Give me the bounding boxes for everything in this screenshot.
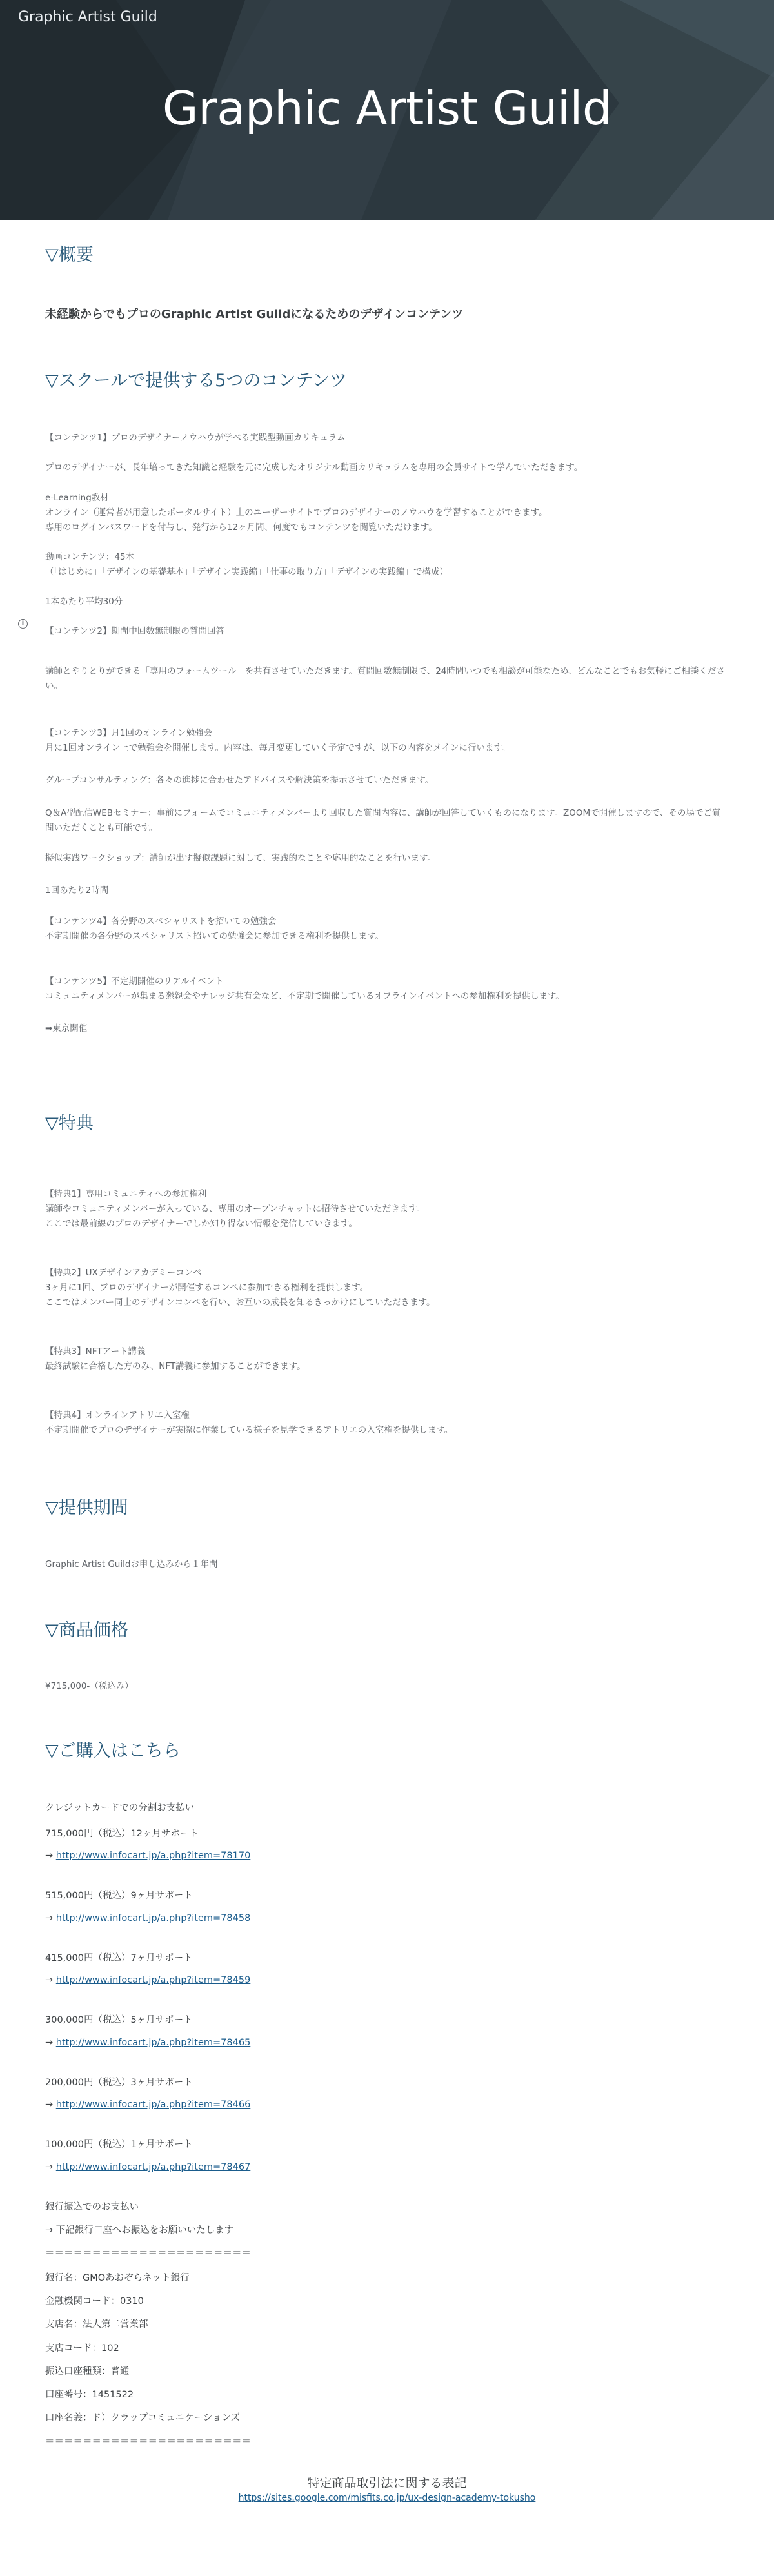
contents-line: オンライン（運営者が用意したポータルサイト）上のユーザーサイトでプロのデザイナーのノウハウを学習することができます。 xyxy=(45,507,548,518)
plan-link-row xyxy=(45,2038,250,2048)
contents-line: 【コンテンツ1】プロのデザイナーノウハウが学べる実践型動画カリキュラム xyxy=(45,433,346,443)
contents-line: 動画コンテンツ：45本 xyxy=(45,552,135,562)
plan-link-row xyxy=(45,2099,250,2110)
bank-note: → 下記銀行口座へお振込をお願いいたします xyxy=(45,2225,234,2236)
plan-label: 200,000円（税込）3ヶ月サポート xyxy=(45,2078,193,2088)
footer-link[interactable]: https://sites.google.com/misfits.co.jp/ux-design-academy-tokusho xyxy=(238,2493,536,2503)
arrow: → xyxy=(45,1851,54,1861)
contents-line: コミュニティメンバーが集まる懇親会やナレッジ共有会など、不定期で開催しているオフラインイベントへの参加権利を提供します。 xyxy=(45,991,564,1001)
contents-line: 1本あたり平均30分 xyxy=(45,596,123,607)
period-text: Graphic Artist Guildお申し込みから１年間 xyxy=(45,1559,218,1569)
divider: ＝＝＝＝＝＝＝＝＝＝＝＝＝＝＝＝＝＝＝＝＝＝ xyxy=(45,2437,251,2447)
bank-line: 振込口座種類：普通 xyxy=(45,2366,130,2377)
contents-line: 【コンテンツ3】月1回のオンライン勉強会 xyxy=(45,728,213,738)
contents-line: 擬似実践ワークショップ：講師が出す擬似課題に対して、実践的なことや応用的なことを行います。 xyxy=(45,853,436,863)
heading-overview: ▽概要 xyxy=(45,245,94,265)
contents-line: 講師とやりとりができる「専用のフォームツール」を共有させていただきます。質問回数無制限で、24時間いつでも相談が可能なため、どんなことでもお気軽にご相談ください。 xyxy=(45,666,725,691)
plan-link-row xyxy=(45,1975,250,1985)
banner-title: Graphic Artist Guild xyxy=(162,81,612,135)
benefits-line: 3ヶ月に1回、プロのデザイナーが開催するコンペに参加できる権利を提供します。 xyxy=(45,1283,369,1293)
plan-label: 100,000円（税込）1ヶ月サポート xyxy=(45,2139,193,2150)
contents-line: 1回あたり2時間 xyxy=(45,885,109,896)
benefits-line: 【特典4】オンラインアトリエ入室権 xyxy=(45,1410,190,1421)
benefits-line: 【特典3】NFTアート講義 xyxy=(45,1346,146,1357)
contents-line: 【コンテンツ4】各分野のスペシャリストを招いての勉強会 xyxy=(45,916,277,927)
header-banner xyxy=(0,0,774,220)
overview-lead: 未経験からでもプロのGraphic Artist Guildになるためのデザインコンテンツ xyxy=(45,308,464,321)
bank-line: 支店コード：102 xyxy=(45,2343,119,2354)
arrow: → xyxy=(45,1975,54,1985)
benefits-line: ここでは最前線のプロのデザイナーでしか知り得ない情報を発信していきます。 xyxy=(45,1219,357,1229)
bank-line: 口座名義：ド）クラップコミュニケーションズ xyxy=(45,2413,241,2423)
divider: ＝＝＝＝＝＝＝＝＝＝＝＝＝＝＝＝＝＝＝＝＝＝ xyxy=(45,2248,251,2259)
plan-label: 300,000円（税込）5ヶ月サポート xyxy=(45,2015,193,2025)
plan-link[interactable]: http://www.infocart.jp/a.php?item=78467 xyxy=(55,2162,251,2172)
arrow: → xyxy=(45,1913,54,1923)
heading-purchase: ▽ご購入はこちら xyxy=(45,1741,181,1761)
heading-contents: ▽スクールで提供する5つのコンテンツ xyxy=(45,371,348,391)
arrow: → xyxy=(45,2162,54,2172)
contents-line: 不定期開催の各分野のスペシャリスト招いての勉強会に参加できる権利を提供します。 xyxy=(45,931,384,941)
plan-link[interactable]: http://www.infocart.jp/a.php?item=78465 xyxy=(55,2038,251,2048)
benefits-line: 【特典2】UXデザインアカデミーコンペ xyxy=(45,1268,202,1278)
plan-link[interactable]: http://www.infocart.jp/a.php?item=78458 xyxy=(55,1913,251,1923)
benefits-line: 講師やコミュニティメンバーが入っている、専用のオープンチャットに招待させていただきます。 xyxy=(45,1204,426,1214)
contents-line: 【コンテンツ5】不定期開催のリアルイベント xyxy=(45,976,224,987)
site-name[interactable]: Graphic Artist Guild xyxy=(18,9,157,25)
benefits-line: 不定期開催でプロのデザイナーが実際に作業している様子を見学できるアトリエの入室権を提供します。 xyxy=(45,1425,453,1435)
contents-line: プロのデザイナーが、長年培ってきた知識と経験を元に完成したオリジナル動画カリキュラムを専用の会員サイトで学んでいただきます。 xyxy=(45,462,583,473)
plan-link-row xyxy=(45,1851,250,1861)
heading-benefits: ▽特典 xyxy=(45,1114,94,1134)
arrow: → xyxy=(45,2038,54,2048)
bank-payment-title: 銀行振込でのお支払い xyxy=(45,2202,139,2212)
heading-price: ▽商品価格 xyxy=(45,1620,128,1640)
contents-line: 専用のログインパスワードを付与し、発行から12ヶ月間、何度でもコンテンツを閲覧いただけます。 xyxy=(45,522,437,533)
contents-line: 【コンテンツ2】期間中回数無制限の質問回答 xyxy=(45,626,224,636)
info-icon[interactable]: i xyxy=(18,619,28,629)
contents-line: グループコンサルティング：各々の進捗に合わせたアドバイスや解決策を提示させていただきます。 xyxy=(45,775,434,785)
contents-line: e-Learning教材 xyxy=(45,493,109,503)
plan-label: 515,000円（税込）9ヶ月サポート xyxy=(45,1891,193,1901)
plan-link-row xyxy=(45,2162,250,2172)
plan-link[interactable]: http://www.infocart.jp/a.php?item=78170 xyxy=(55,1851,251,1861)
benefits-line: 最終試験に合格した方のみ、NFT講義に参加することができます。 xyxy=(45,1361,306,1372)
bank-line: 支店名：法人第二営業部 xyxy=(45,2319,148,2330)
plan-link-row xyxy=(45,1913,250,1923)
bank-line: 金融機関コード：0310 xyxy=(45,2296,144,2306)
bank-line: 銀行名：GMOあおぞらネット銀行 xyxy=(45,2273,190,2283)
contents-line: （「はじめに」「デザインの基礎基本」「デザイン実践編」「仕事の取り方」「デザインの実践編」で構成） xyxy=(45,567,448,577)
benefits-line: ここではメンバー同士のデザインコンペを行い、お互いの成長を知るきっかけにしていただきます。 xyxy=(45,1297,435,1308)
contents-line: Q＆A型配信WEBセミナー：事前にフォームでコミュニティメンバーより回収した質問内容に、講師が回答していくものになります。ZOOMで開催しますので、その場でご質問いただくことも可能です。 xyxy=(45,808,721,833)
benefits-line: 【特典1】専用コミュニティへの参加権利 xyxy=(45,1189,207,1199)
plan-link[interactable]: http://www.infocart.jp/a.php?item=78466 xyxy=(55,2099,251,2110)
bank-line: 口座番号：1451522 xyxy=(45,2390,134,2400)
plan-label: 715,000円（税込）12ヶ月サポート xyxy=(45,1829,199,1839)
card-payment-title: クレジットカードでの分割お支払い xyxy=(45,1803,195,1813)
heading-period: ▽提供期間 xyxy=(45,1498,128,1518)
plan-label: 415,000円（税込）7ヶ月サポート xyxy=(45,1953,193,1963)
footer-title: 特定商品取引法に関する表記 xyxy=(307,2476,467,2490)
price-text: ¥715,000-（税込み） xyxy=(45,1681,134,1691)
contents-line: 月に1回オンライン上で勉強会を開催します。内容は、毎月変更していく予定ですが、以下の内容をメインに行います。 xyxy=(45,743,511,753)
plan-link[interactable]: http://www.infocart.jp/a.php?item=78459 xyxy=(55,1975,251,1985)
contents-line: ➡東京開催 xyxy=(45,1023,88,1034)
arrow: → xyxy=(45,2099,54,2110)
